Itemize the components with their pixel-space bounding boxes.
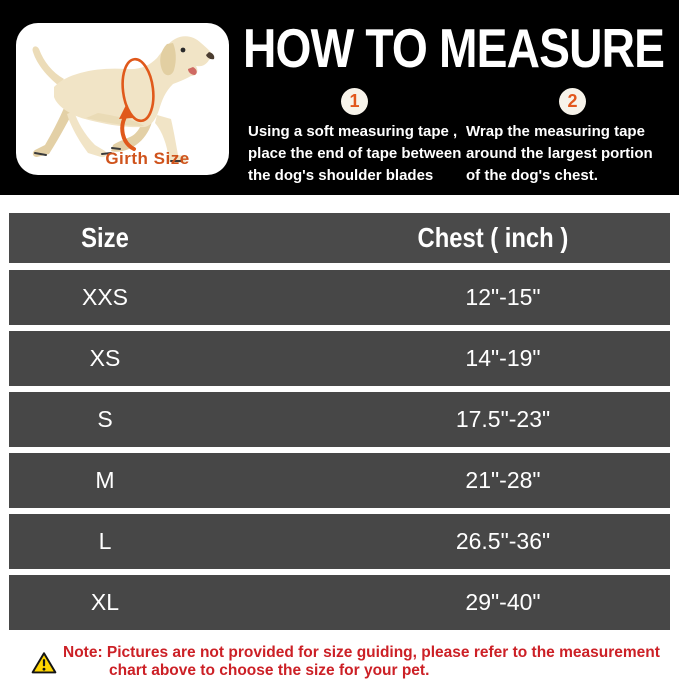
girth-size-label: Girth Size (105, 149, 190, 168)
chest-value: 17.5"-23" (455, 406, 551, 432)
table-row (9, 392, 670, 447)
chest-value: 29"-40" (465, 589, 541, 615)
page-title: HOW TO MEASURE (243, 17, 665, 79)
table-row (9, 331, 670, 386)
size-value: XXS (81, 284, 129, 310)
size-value: XL (90, 589, 120, 615)
dog-measurement-illustration (16, 23, 229, 175)
step-1 (248, 88, 461, 187)
table-row (9, 514, 670, 569)
table-header-row (9, 213, 670, 263)
chest-value: 12"-15" (465, 284, 541, 310)
size-value: M (95, 467, 115, 493)
warning-icon (31, 651, 57, 675)
chest-value: 14"-19" (465, 345, 541, 371)
number-1-icon: 1 (341, 88, 368, 115)
step-2 (466, 88, 679, 187)
size-value: L (98, 528, 112, 554)
column-header-chest: Chest ( inch ) (417, 222, 569, 253)
size-value: S (97, 406, 113, 432)
step-1-number-badge (248, 88, 461, 115)
table-row (9, 575, 670, 630)
table-row (9, 270, 670, 325)
step-2-text: Wrap the measuring tape around the largest portion of the dog's chest. (466, 123, 653, 184)
step-2-number-badge (466, 88, 679, 115)
measure-steps (248, 88, 679, 187)
size-value: XS (89, 345, 121, 371)
size-note (0, 636, 679, 680)
table-row (9, 453, 670, 508)
note-text: Note: Pictures are not provided for size guiding, please refer to the measurement chart above to choose the size for your pet. (63, 644, 660, 679)
number-2-icon: 2 (559, 88, 586, 115)
column-header-size: Size (81, 222, 129, 253)
chest-value: 26.5"-36" (455, 528, 551, 554)
step-1-text: Using a soft measuring tape , place the end of tape between the dog's shoulder blades (248, 123, 462, 184)
chest-value: 21"-28" (465, 467, 541, 493)
how-to-measure-banner (0, 0, 679, 195)
size-chart-table (0, 195, 679, 630)
